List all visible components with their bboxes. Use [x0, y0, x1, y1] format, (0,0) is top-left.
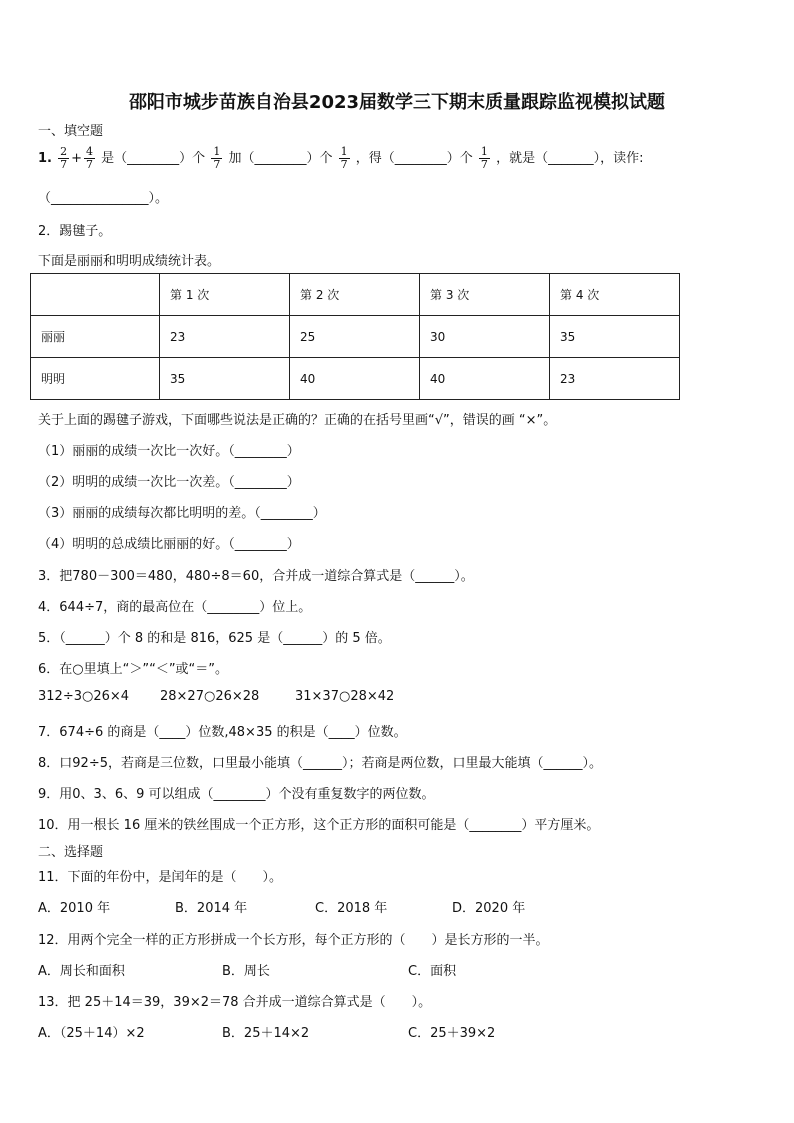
table-cell: 40: [420, 358, 550, 400]
fraction: $\frac{1}{7}$: [480, 145, 488, 171]
option-a: A．（25＋14）×2: [38, 1026, 145, 1041]
fraction: $\frac{1}{7}$: [213, 145, 221, 171]
question-2-item: （3）丽丽的成绩每次都比明明的差。（________）: [38, 506, 326, 521]
answer-blank-text: 是（________）个: [101, 151, 206, 166]
table-row: [31, 358, 680, 400]
question-2-item: （4）明明的总成绩比丽丽的好。（________）: [38, 537, 300, 552]
table-header-cell: 第 1 次: [160, 274, 290, 316]
score-table: [30, 273, 680, 400]
table-row: [31, 316, 680, 358]
table-cell: 丽丽: [31, 316, 160, 358]
option-a: A．2010 年: [38, 901, 111, 916]
question-9: 9．用0、3、6、9 可以组成（________）个没有重复数字的两位数。: [38, 787, 435, 802]
table-cell: 30: [420, 316, 550, 358]
fraction: $\frac{2}{7}$: [60, 145, 68, 171]
table-cell: 明明: [31, 358, 160, 400]
question-5: 5．（______）个 8 的和是 816，625 是（______）的 5 倍。: [38, 631, 391, 646]
table-cell: 35: [160, 358, 290, 400]
table-cell: 35: [550, 316, 680, 358]
answer-blank-text: ，就是（_______），读作:: [496, 151, 644, 166]
comparison-item: 31×37○28×42: [295, 689, 395, 704]
option-b: B．周长: [222, 964, 270, 979]
fraction: $\frac{4}{7}$: [86, 145, 94, 171]
question-4: 4．644÷7，商的最高位在（________）位上。: [38, 600, 312, 615]
question-2-item: （1）丽丽的成绩一次比一次好。（________）: [38, 444, 300, 459]
table-cell: 40: [290, 358, 420, 400]
option-b: B．25＋14×2: [222, 1026, 310, 1041]
option-c: C．25＋39×2: [408, 1026, 496, 1041]
question-3: 3．把780－300＝480，480÷8＝60，合并成一道综合算式是（______）。: [38, 569, 474, 584]
question-6-title: 6．在○里填上“＞”“＜”或“＝”。: [38, 662, 229, 677]
question-8: 8．口92÷5，若商是三位数，口里最小能填（______）；若商是两位数，口里最大能填（______）。: [38, 756, 602, 771]
answer-blank-text: 加（________）个: [228, 151, 333, 166]
section-heading-choice: 二、选择题: [38, 845, 104, 860]
question-number: 1.: [38, 151, 52, 166]
section-heading-fill-blank: 一、填空题: [38, 124, 104, 139]
table-cell: 23: [160, 316, 290, 358]
table-header-cell: 第 2 次: [290, 274, 420, 316]
comparison-item: 28×27○26×28: [160, 689, 260, 704]
question-2-prompt: 关于上面的踢毽子游戏，下面哪些说法是正确的？正确的在括号里画“√”，错误的画 “×”。: [38, 413, 557, 428]
option-a: A．周长和面积: [38, 964, 125, 979]
question-7: 7．674÷6 的商是（____）位数,48×35 的积是（____）位数。: [38, 725, 407, 740]
option-b: B．2014 年: [175, 901, 248, 916]
page-title: 邵阳市城步苗族自治县2023届数学三下期末质量跟踪监视模拟试题: [128, 92, 666, 113]
table-header-row: [31, 274, 680, 316]
table-header-cell: 第 4 次: [550, 274, 680, 316]
question-1: [38, 146, 643, 172]
question-2-title: 2．踢毽子。: [38, 224, 112, 239]
plus-sign: +: [71, 151, 83, 166]
question-10: 10．用一根长 16 厘米的铁丝围成一个正方形，这个正方形的面积可能是（________）平方厘米。: [38, 818, 600, 833]
question-2-item: （2）明明的成绩一次比一次差。（________）: [38, 475, 300, 490]
option-c: C．2018 年: [315, 901, 388, 916]
question-11-title: 11．下面的年份中，是闰年的是（ ）。: [38, 870, 283, 885]
question-12-title: 12．用两个完全一样的正方形拼成一个长方形，每个正方形的（ ）是长方形的一半。: [38, 933, 549, 948]
question-2-intro: 下面是丽丽和明明成绩统计表。: [38, 254, 221, 269]
question-1-line-2: （_______________）。: [38, 191, 169, 206]
answer-blank-text: ，得（________）个: [355, 151, 473, 166]
option-c: C．面积: [408, 964, 457, 979]
option-d: D．2020 年: [452, 901, 526, 916]
table-header-cell: 第 3 次: [420, 274, 550, 316]
question-13-title: 13．把 25＋14＝39，39×2＝78 合并成一道综合算式是（ ）。: [38, 995, 432, 1010]
fraction: $\frac{1}{7}$: [340, 145, 348, 171]
comparison-item: 312÷3○26×4: [38, 689, 130, 704]
table-cell: 23: [550, 358, 680, 400]
table-cell: [31, 274, 160, 316]
table-cell: 25: [290, 316, 420, 358]
